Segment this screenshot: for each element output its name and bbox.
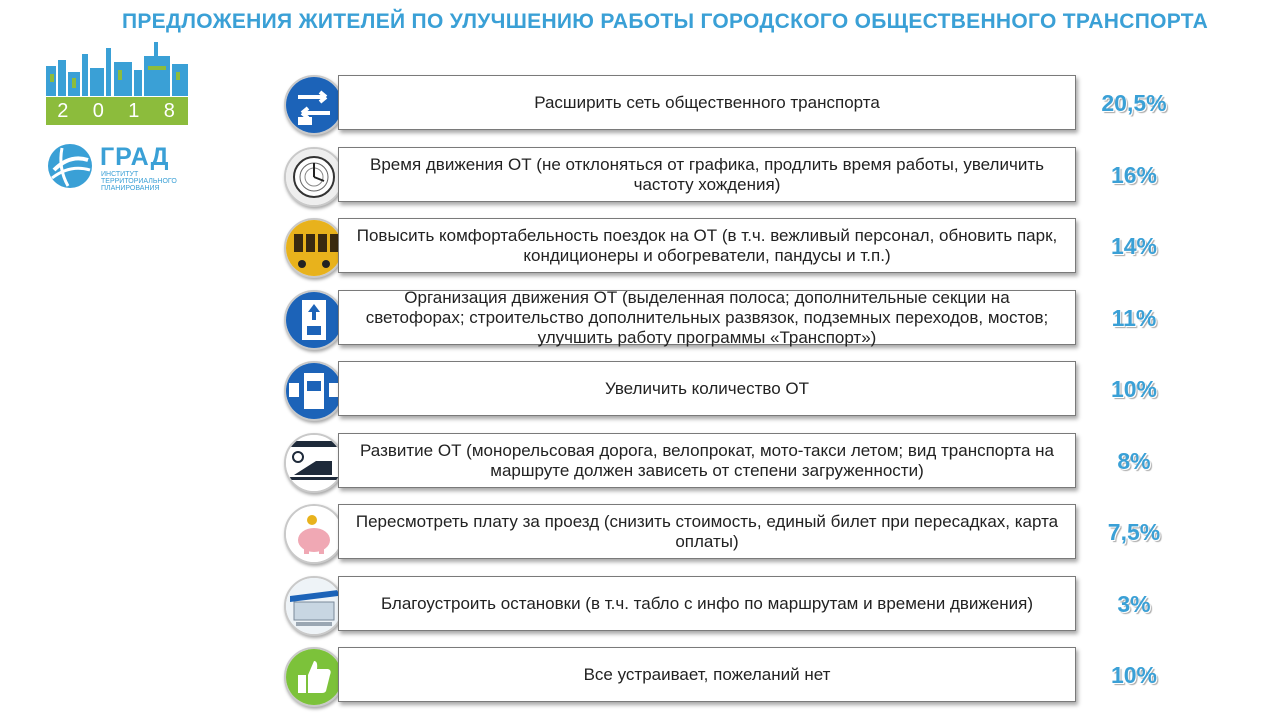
percent-value: 8%	[1117, 447, 1151, 474]
monorail-icon	[284, 433, 344, 493]
org-subtitle: ИНСТИТУТ ТЕРРИТОРИАЛЬНОГО ПЛАНИРОВАНИЯ	[101, 171, 177, 192]
bus-lane-icon	[284, 290, 344, 350]
percent-value: 11%	[1111, 304, 1157, 331]
clock-icon	[284, 147, 344, 207]
list-item	[282, 576, 1182, 636]
percent-value: 7,5%	[1107, 518, 1161, 545]
bus-stop-sign-icon	[284, 361, 344, 421]
year-digit: 2	[57, 99, 71, 122]
year-digit: 0	[92, 99, 106, 122]
page-title: ПРЕДЛОЖЕНИЯ ЖИТЕЛЕЙ ПО УЛУЧШЕНИЮ РАБОТЫ ГОРОДСКОГО ОБЩЕСТВЕННОГО ТРАНСПОРТА	[121, 10, 1209, 33]
percent-value: 3%	[1117, 590, 1151, 617]
suggestion-text: Расширить сеть общественного транспорта	[338, 75, 1076, 130]
year-banner	[46, 97, 188, 125]
percent-value: 14%	[1110, 232, 1158, 259]
list-item	[282, 218, 1182, 278]
suggestion-text: Все устраивает, пожеланий нет	[338, 647, 1076, 702]
percent-value: 16%	[1110, 161, 1158, 188]
suggestion-text: Организация движения ОТ (выделенная полоса; дополнительные секции на светофорах; строительство дополнительных развязок, подземных переходов, мостов; улучшить работу программы «Транспорт»)	[338, 290, 1076, 345]
suggestion-text: Повысить комфортабельность поездок на ОТ (в т.ч. вежливый персонал, обновить парк, кондиционеры и обогреватели, пандусы и т.п.)	[338, 218, 1076, 273]
percent-value: 10%	[1110, 661, 1158, 688]
list-item	[282, 75, 1182, 135]
suggestion-text: Развитие ОТ (монорельсовая дорога, велопрокат, мото-такси летом; вид транспорта на маршруте должен зависеть от степени загруженности)	[338, 433, 1076, 488]
suggestion-text: Время движения ОТ (не отклоняться от графика, продлить время работы, увеличить частоту хождения)	[338, 147, 1076, 202]
bus-interior-icon	[284, 218, 344, 278]
suggestion-text: Пересмотреть плату за проезд (снизить стоимость, единый билет при пересадках, карта оплаты)	[338, 504, 1076, 559]
piggy-bank-icon	[284, 504, 344, 564]
org-name: ГРАД	[100, 143, 170, 171]
suggestion-text: Благоустроить остановки (в т.ч. табло с инфо по маршрутам и времени движения)	[338, 576, 1076, 631]
year-digit: 8	[163, 99, 177, 122]
percent-value: 20,5%	[1101, 89, 1167, 116]
list-item	[282, 647, 1182, 707]
suggestion-text: Увеличить количество ОТ	[338, 361, 1076, 416]
list-item	[282, 287, 1182, 350]
bus-shelter-icon	[284, 576, 344, 636]
percent-value: 10%	[1110, 375, 1158, 402]
list-item	[282, 504, 1182, 564]
list-item	[282, 433, 1182, 493]
thumbs-up-icon	[284, 647, 344, 707]
year-digit: 1	[128, 99, 142, 122]
road-sign-icon	[284, 75, 344, 135]
list-item	[282, 147, 1182, 207]
list-item	[282, 361, 1182, 421]
